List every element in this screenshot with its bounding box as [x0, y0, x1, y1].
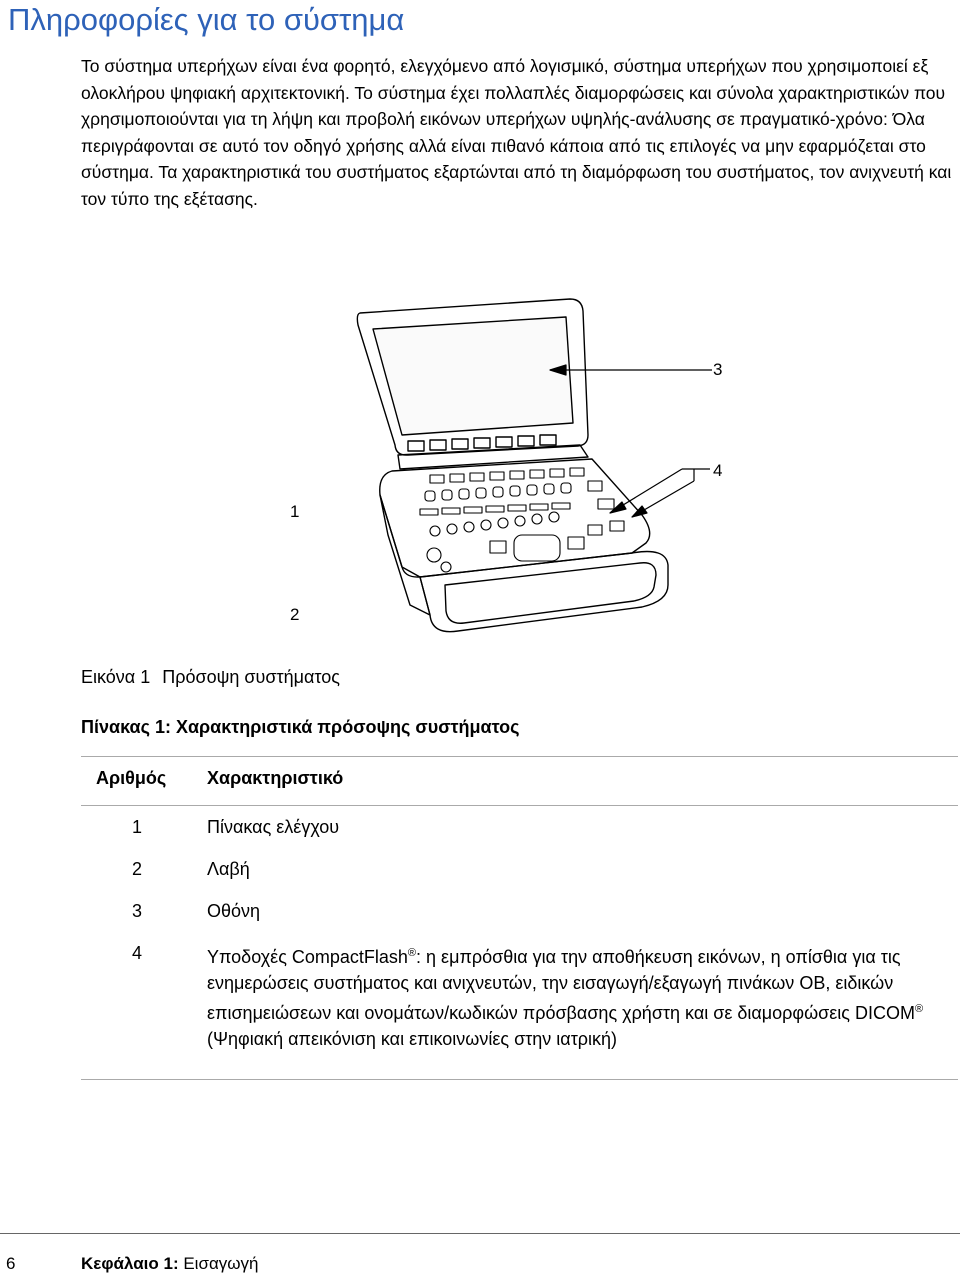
table-header-feature: Χαρακτηριστικό	[207, 768, 344, 788]
figure-caption-label: Εικόνα 1	[81, 667, 151, 687]
page-title: Πληροφορίες για το σύστημα	[8, 2, 405, 37]
callout-1: 1	[290, 502, 300, 521]
callout-leaders	[550, 365, 712, 517]
intro-paragraph: Το σύστημα υπερήχων είναι ένα φορητό, ελεγχόμενο από λογισμικό, σύστημα υπερήχων που χρησιμοποιεί εξ ολοκλήρου ψηφιακή αρχιτεκτονική. Το σύστημα έχει πολλαπλές διαμορφώσεις και σύνολα χαρακτηριστικών που χρησιμοποιούνται για τη λήψη και προβολή εικόνων υπερήχων υψηλής-ανάλυσης σε πραγματικό-χρόνο: Όλα περιγράφονται σε αυτό τον οδηγό χρήσης αλλά είναι πιθανό κάποια από τις επιλογές να μην εφαρμόζεται στο σύστημα. Τα χαρακτηριστικά του συστήματος εξαρτώνται από τη διαμόρφωση του συστήματος, τον ανιχνευτή και τον τύπο της εξέτασης.	[81, 56, 952, 209]
table-row-1-feature: Πίνακας ελέγχου	[207, 817, 340, 837]
footer-chapter-label: Κεφάλαιο 1:	[81, 1254, 179, 1273]
table-row-4-feature-c: (Ψηφιακή απεικόνιση και επικοινωνίες στην ιατρική)	[207, 1029, 618, 1049]
footer-rule	[0, 1233, 960, 1234]
control-keys	[420, 468, 624, 572]
footer-chapter	[81, 1254, 259, 1274]
figure-caption-text: Πρόσοψη συστήματος	[162, 667, 340, 687]
callout-3: 3	[713, 360, 723, 379]
figure-caption	[81, 667, 340, 688]
ultrasound-system-illustration	[270, 285, 740, 665]
table-header-rule	[81, 805, 958, 806]
footer-page-number: 6	[6, 1254, 16, 1273]
table-row-4-feature-b: : η εμπρόσθια για την αποθήκευση εικόνων, η οπίσθια για τις ενημερώσεις συστήματος και ανιχνευτών, την εισαγωγή/εξαγωγή πινάκων OB, ειδικών επισημειώσεων και ονομάτων/κωδικών πρόσβασης χρήστη και σε διαμορφώσεις DICOM	[207, 947, 915, 1023]
system-front-view-figure	[270, 285, 740, 665]
table-header-number: Αριθμός	[96, 768, 167, 788]
table-title: Πίνακας 1: Χαρακτηριστικά πρόσοψης συστήματος	[81, 717, 520, 737]
table-row-3-feature: Οθόνη	[207, 901, 261, 921]
callout-4: 4	[713, 461, 723, 480]
footer-chapter-name: Εισαγωγή	[183, 1254, 259, 1273]
callout-2: 2	[290, 605, 300, 624]
screen-display	[373, 317, 573, 435]
table-row-2-feature: Λαβή	[207, 859, 250, 879]
table-top-rule	[81, 756, 958, 757]
table-row-4-feature-a: Υποδοχές CompactFlash	[207, 947, 408, 967]
table-row-1-number: 1	[132, 817, 143, 837]
table-row-2-number: 2	[132, 859, 143, 879]
table-bottom-rule	[81, 1079, 958, 1080]
table-row-4-feature	[207, 940, 927, 1052]
control-panel-outline	[380, 459, 650, 577]
table-row-4-number: 4	[132, 943, 143, 963]
registered-mark: ®	[914, 1003, 924, 1015]
registered-mark: ®	[407, 947, 417, 959]
table-row-3-number: 3	[132, 901, 143, 921]
